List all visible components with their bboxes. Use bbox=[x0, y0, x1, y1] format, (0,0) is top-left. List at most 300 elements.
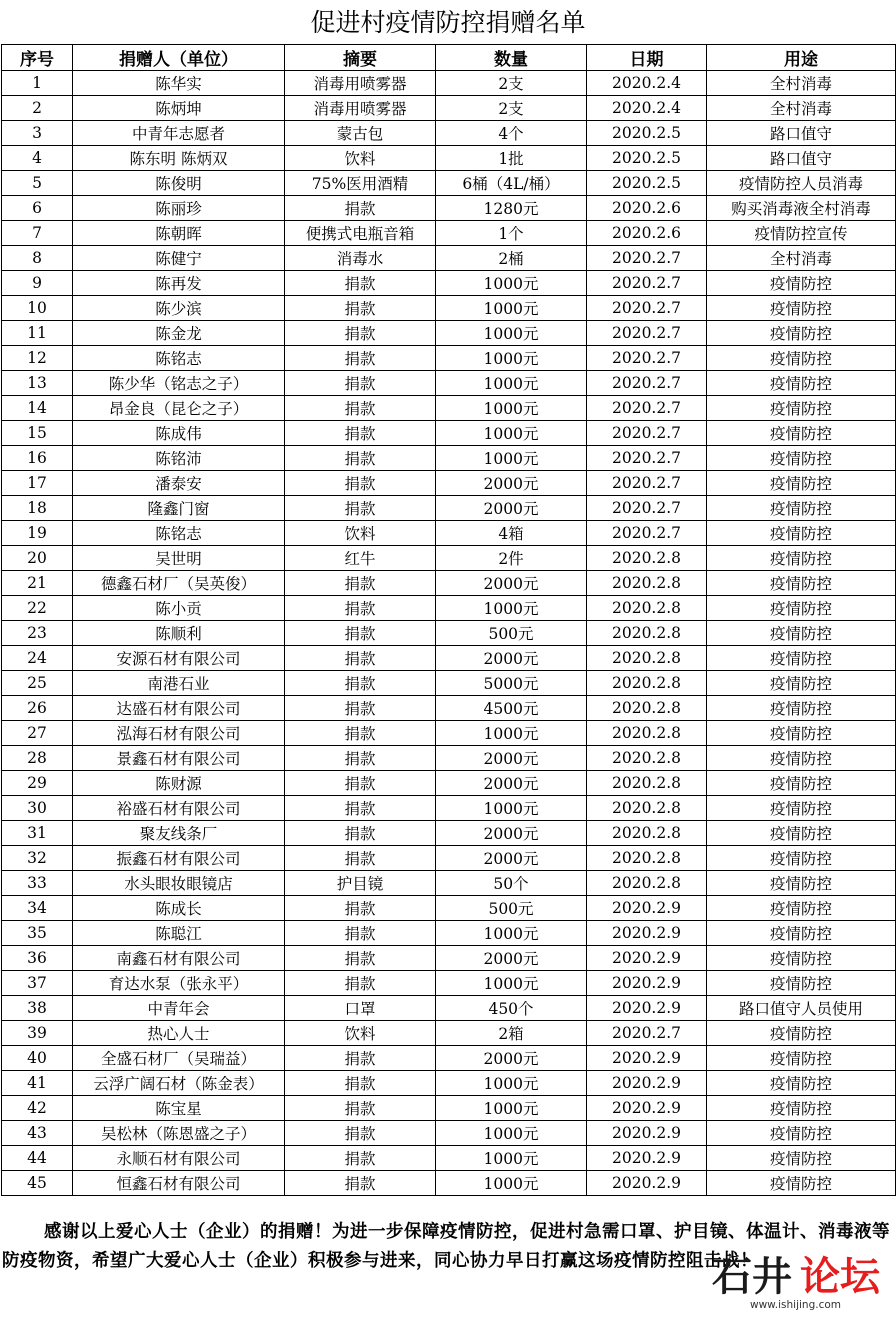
cell-quantity: 2000元 bbox=[436, 471, 587, 496]
cell-donor: 陈聪江 bbox=[73, 921, 285, 946]
cell-purpose: 疫情防控 bbox=[707, 1096, 896, 1121]
cell-donor: 聚友线条厂 bbox=[73, 821, 285, 846]
cell-purpose: 疫情防控 bbox=[707, 721, 896, 746]
table-row bbox=[2, 146, 896, 171]
cell-summary: 捐款 bbox=[285, 421, 436, 446]
cell-quantity: 2000元 bbox=[436, 771, 587, 796]
cell-purpose: 疫情防控 bbox=[707, 571, 896, 596]
table-row bbox=[2, 1096, 896, 1121]
cell-index: 37 bbox=[2, 971, 73, 996]
cell-summary: 捐款 bbox=[285, 746, 436, 771]
cell-index: 21 bbox=[2, 571, 73, 596]
cell-donor: 潘泰安 bbox=[73, 471, 285, 496]
cell-index: 41 bbox=[2, 1071, 73, 1096]
cell-purpose: 疫情防控 bbox=[707, 621, 896, 646]
cell-purpose: 疫情防控 bbox=[707, 921, 896, 946]
cell-date: 2020.2.9 bbox=[587, 996, 707, 1021]
cell-summary: 捐款 bbox=[285, 896, 436, 921]
cell-summary: 捐款 bbox=[285, 471, 436, 496]
cell-quantity: 450个 bbox=[436, 996, 587, 1021]
cell-summary: 口罩 bbox=[285, 996, 436, 1021]
cell-date: 2020.2.4 bbox=[587, 96, 707, 121]
cell-index: 6 bbox=[2, 196, 73, 221]
cell-summary: 捐款 bbox=[285, 596, 436, 621]
cell-index: 3 bbox=[2, 121, 73, 146]
cell-date: 2020.2.7 bbox=[587, 396, 707, 421]
cell-date: 2020.2.5 bbox=[587, 121, 707, 146]
cell-index: 24 bbox=[2, 646, 73, 671]
cell-date: 2020.2.8 bbox=[587, 621, 707, 646]
cell-summary: 饮料 bbox=[285, 521, 436, 546]
watermark-text-part1: 石井 bbox=[712, 1254, 792, 1300]
cell-donor: 达盛石材有限公司 bbox=[73, 696, 285, 721]
cell-purpose: 疫情防控 bbox=[707, 971, 896, 996]
cell-donor: 隆鑫门窗 bbox=[73, 496, 285, 521]
table-row bbox=[2, 696, 896, 721]
cell-date: 2020.2.8 bbox=[587, 871, 707, 896]
cell-donor: 陈顺利 bbox=[73, 621, 285, 646]
table-row bbox=[2, 846, 896, 871]
table-row bbox=[2, 496, 896, 521]
watermark-logo bbox=[712, 1255, 894, 1315]
cell-donor: 南港石业 bbox=[73, 671, 285, 696]
cell-quantity: 1000元 bbox=[436, 1096, 587, 1121]
cell-donor: 陈铭沛 bbox=[73, 446, 285, 471]
cell-summary: 捐款 bbox=[285, 771, 436, 796]
cell-index: 15 bbox=[2, 421, 73, 446]
cell-date: 2020.2.7 bbox=[587, 296, 707, 321]
table-row bbox=[2, 596, 896, 621]
cell-index: 14 bbox=[2, 396, 73, 421]
cell-purpose: 路口值守 bbox=[707, 121, 896, 146]
cell-quantity: 5000元 bbox=[436, 671, 587, 696]
cell-quantity: 2支 bbox=[436, 96, 587, 121]
cell-index: 16 bbox=[2, 446, 73, 471]
table-row bbox=[2, 1071, 896, 1096]
cell-donor: 南鑫石材有限公司 bbox=[73, 946, 285, 971]
cell-purpose: 疫情防控 bbox=[707, 821, 896, 846]
cell-quantity: 6桶（4L/桶） bbox=[436, 171, 587, 196]
cell-purpose: 疫情防控 bbox=[707, 296, 896, 321]
cell-summary: 捐款 bbox=[285, 446, 436, 471]
cell-index: 8 bbox=[2, 246, 73, 271]
cell-date: 2020.2.9 bbox=[587, 921, 707, 946]
table-row bbox=[2, 371, 896, 396]
cell-purpose: 疫情防控 bbox=[707, 1071, 896, 1096]
watermark-site: www.ishijing.com bbox=[750, 1299, 842, 1311]
cell-purpose: 全村消毒 bbox=[707, 246, 896, 271]
cell-purpose: 路口值守人员使用 bbox=[707, 996, 896, 1021]
cell-purpose: 疫情防控 bbox=[707, 771, 896, 796]
table-row bbox=[2, 296, 896, 321]
cell-quantity: 50个 bbox=[436, 871, 587, 896]
cell-quantity: 1000元 bbox=[436, 596, 587, 621]
cell-index: 31 bbox=[2, 821, 73, 846]
cell-summary: 捐款 bbox=[285, 496, 436, 521]
cell-donor: 恒鑫石材有限公司 bbox=[73, 1171, 285, 1196]
cell-purpose: 疫情防控 bbox=[707, 396, 896, 421]
cell-date: 2020.2.8 bbox=[587, 671, 707, 696]
cell-index: 11 bbox=[2, 321, 73, 346]
cell-purpose: 疫情防控 bbox=[707, 796, 896, 821]
cell-summary: 捐款 bbox=[285, 196, 436, 221]
cell-quantity: 1000元 bbox=[436, 796, 587, 821]
cell-index: 20 bbox=[2, 546, 73, 571]
cell-date: 2020.2.7 bbox=[587, 1021, 707, 1046]
cell-summary: 捐款 bbox=[285, 846, 436, 871]
table-row bbox=[2, 246, 896, 271]
cell-purpose: 疫情防控 bbox=[707, 1171, 896, 1196]
table-row bbox=[2, 1021, 896, 1046]
table-row bbox=[2, 621, 896, 646]
cell-donor: 陈成伟 bbox=[73, 421, 285, 446]
cell-summary: 捐款 bbox=[285, 696, 436, 721]
cell-quantity: 2件 bbox=[436, 546, 587, 571]
cell-quantity: 2000元 bbox=[436, 646, 587, 671]
cell-summary: 捐款 bbox=[285, 1096, 436, 1121]
cell-quantity: 2箱 bbox=[436, 1021, 587, 1046]
column-header-summary: 摘要 bbox=[285, 45, 436, 71]
cell-quantity: 1000元 bbox=[436, 1121, 587, 1146]
cell-index: 43 bbox=[2, 1121, 73, 1146]
cell-donor: 永顺石材有限公司 bbox=[73, 1146, 285, 1171]
table-row bbox=[2, 671, 896, 696]
cell-date: 2020.2.4 bbox=[587, 71, 707, 96]
table-row bbox=[2, 746, 896, 771]
cell-date: 2020.2.9 bbox=[587, 971, 707, 996]
cell-index: 36 bbox=[2, 946, 73, 971]
cell-purpose: 疫情防控 bbox=[707, 446, 896, 471]
cell-donor: 昂金良（昆仑之子） bbox=[73, 396, 285, 421]
cell-summary: 捐款 bbox=[285, 321, 436, 346]
cell-date: 2020.2.9 bbox=[587, 1121, 707, 1146]
column-header-donor: 捐赠人（单位） bbox=[73, 45, 285, 71]
cell-donor: 陈炳坤 bbox=[73, 96, 285, 121]
column-header-quantity: 数量 bbox=[436, 45, 587, 71]
cell-purpose: 疫情防控 bbox=[707, 696, 896, 721]
cell-donor: 振鑫石材有限公司 bbox=[73, 846, 285, 871]
cell-index: 7 bbox=[2, 221, 73, 246]
cell-summary: 捐款 bbox=[285, 1146, 436, 1171]
cell-purpose: 疫情防控 bbox=[707, 646, 896, 671]
cell-summary: 捐款 bbox=[285, 796, 436, 821]
cell-quantity: 1000元 bbox=[436, 321, 587, 346]
cell-donor: 陈健宁 bbox=[73, 246, 285, 271]
cell-summary: 捐款 bbox=[285, 346, 436, 371]
cell-purpose: 全村消毒 bbox=[707, 96, 896, 121]
cell-summary: 蒙古包 bbox=[285, 121, 436, 146]
cell-quantity: 2000元 bbox=[436, 821, 587, 846]
cell-purpose: 疫情防控 bbox=[707, 471, 896, 496]
page-title: 促进村疫情防控捐赠名单 bbox=[310, 8, 586, 37]
table-row bbox=[2, 946, 896, 971]
cell-date: 2020.2.8 bbox=[587, 546, 707, 571]
cell-quantity: 1000元 bbox=[436, 296, 587, 321]
cell-purpose: 疫情防控 bbox=[707, 746, 896, 771]
cell-date: 2020.2.8 bbox=[587, 796, 707, 821]
cell-date: 2020.2.9 bbox=[587, 1046, 707, 1071]
cell-donor: 中青年会 bbox=[73, 996, 285, 1021]
table-row bbox=[2, 96, 896, 121]
table-row bbox=[2, 771, 896, 796]
cell-summary: 捐款 bbox=[285, 1071, 436, 1096]
cell-quantity: 1000元 bbox=[436, 971, 587, 996]
cell-index: 28 bbox=[2, 746, 73, 771]
column-header-purpose: 用途 bbox=[707, 45, 896, 71]
cell-quantity: 2000元 bbox=[436, 571, 587, 596]
cell-summary: 捐款 bbox=[285, 1171, 436, 1196]
cell-quantity: 1280元 bbox=[436, 196, 587, 221]
table-row bbox=[2, 996, 896, 1021]
cell-summary: 捐款 bbox=[285, 946, 436, 971]
cell-index: 25 bbox=[2, 671, 73, 696]
cell-date: 2020.2.7 bbox=[587, 271, 707, 296]
cell-donor: 陈财源 bbox=[73, 771, 285, 796]
cell-summary: 捐款 bbox=[285, 371, 436, 396]
cell-index: 27 bbox=[2, 721, 73, 746]
cell-summary: 红牛 bbox=[285, 546, 436, 571]
cell-quantity: 2000元 bbox=[436, 746, 587, 771]
cell-date: 2020.2.6 bbox=[587, 221, 707, 246]
cell-summary: 捐款 bbox=[285, 671, 436, 696]
cell-date: 2020.2.7 bbox=[587, 321, 707, 346]
cell-summary: 75%医用酒精 bbox=[285, 171, 436, 196]
cell-index: 1 bbox=[2, 71, 73, 96]
cell-index: 12 bbox=[2, 346, 73, 371]
cell-purpose: 疫情防控人员消毒 bbox=[707, 171, 896, 196]
cell-purpose: 疫情防控 bbox=[707, 1046, 896, 1071]
cell-index: 29 bbox=[2, 771, 73, 796]
cell-date: 2020.2.8 bbox=[587, 696, 707, 721]
cell-donor: 陈宝星 bbox=[73, 1096, 285, 1121]
cell-quantity: 2000元 bbox=[436, 946, 587, 971]
cell-donor: 中青年志愿者 bbox=[73, 121, 285, 146]
cell-quantity: 4个 bbox=[436, 121, 587, 146]
table-row bbox=[2, 821, 896, 846]
cell-purpose: 疫情防控 bbox=[707, 271, 896, 296]
cell-summary: 消毒用喷雾器 bbox=[285, 96, 436, 121]
cell-purpose: 疫情防控 bbox=[707, 846, 896, 871]
table-row bbox=[2, 796, 896, 821]
cell-date: 2020.2.7 bbox=[587, 346, 707, 371]
cell-quantity: 1000元 bbox=[436, 446, 587, 471]
table-row bbox=[2, 221, 896, 246]
cell-summary: 捐款 bbox=[285, 646, 436, 671]
table-row bbox=[2, 471, 896, 496]
cell-date: 2020.2.7 bbox=[587, 521, 707, 546]
cell-index: 45 bbox=[2, 1171, 73, 1196]
cell-quantity: 1000元 bbox=[436, 1146, 587, 1171]
cell-purpose: 疫情防控 bbox=[707, 1121, 896, 1146]
cell-summary: 捐款 bbox=[285, 721, 436, 746]
cell-donor: 育达水泵（张永平） bbox=[73, 971, 285, 996]
cell-date: 2020.2.8 bbox=[587, 596, 707, 621]
table-row bbox=[2, 1146, 896, 1171]
cell-index: 10 bbox=[2, 296, 73, 321]
cell-purpose: 疫情防控 bbox=[707, 596, 896, 621]
table-row bbox=[2, 1046, 896, 1071]
cell-date: 2020.2.9 bbox=[587, 1096, 707, 1121]
cell-donor: 陈小贡 bbox=[73, 596, 285, 621]
table-row bbox=[2, 321, 896, 346]
cell-index: 35 bbox=[2, 921, 73, 946]
cell-donor: 全盛石材厂（吴瑞益） bbox=[73, 1046, 285, 1071]
cell-quantity: 1000元 bbox=[436, 1171, 587, 1196]
cell-index: 33 bbox=[2, 871, 73, 896]
table-row bbox=[2, 896, 896, 921]
cell-date: 2020.2.8 bbox=[587, 646, 707, 671]
cell-summary: 捐款 bbox=[285, 296, 436, 321]
cell-date: 2020.2.9 bbox=[587, 1071, 707, 1096]
cell-donor: 德鑫石材厂（吴英俊） bbox=[73, 571, 285, 596]
cell-donor: 泓海石材有限公司 bbox=[73, 721, 285, 746]
cell-purpose: 疫情防控 bbox=[707, 1146, 896, 1171]
cell-quantity: 2桶 bbox=[436, 246, 587, 271]
cell-summary: 饮料 bbox=[285, 146, 436, 171]
cell-date: 2020.2.9 bbox=[587, 896, 707, 921]
cell-index: 40 bbox=[2, 1046, 73, 1071]
cell-index: 2 bbox=[2, 96, 73, 121]
cell-summary: 捐款 bbox=[285, 396, 436, 421]
cell-donor: 安源石材有限公司 bbox=[73, 646, 285, 671]
cell-date: 2020.2.5 bbox=[587, 171, 707, 196]
cell-purpose: 疫情防控 bbox=[707, 496, 896, 521]
cell-date: 2020.2.8 bbox=[587, 746, 707, 771]
cell-date: 2020.2.9 bbox=[587, 1146, 707, 1171]
cell-index: 38 bbox=[2, 996, 73, 1021]
cell-index: 5 bbox=[2, 171, 73, 196]
cell-quantity: 2000元 bbox=[436, 496, 587, 521]
cell-donor: 水头眼妆眼镜店 bbox=[73, 871, 285, 896]
cell-index: 4 bbox=[2, 146, 73, 171]
cell-quantity: 1000元 bbox=[436, 921, 587, 946]
cell-purpose: 疫情防控 bbox=[707, 896, 896, 921]
cell-quantity: 500元 bbox=[436, 896, 587, 921]
cell-index: 23 bbox=[2, 621, 73, 646]
cell-date: 2020.2.8 bbox=[587, 721, 707, 746]
cell-quantity: 1000元 bbox=[436, 396, 587, 421]
cell-summary: 便携式电瓶音箱 bbox=[285, 221, 436, 246]
cell-date: 2020.2.8 bbox=[587, 771, 707, 796]
cell-summary: 消毒水 bbox=[285, 246, 436, 271]
footer-text: 感谢以上爱心人士（企业）的捐赠！为进一步保障疫情防控，促进村急需口罩、护目镜、体温计、消毒液等防疫物资，希望广大爱心人士（企业）积极参与进来，同心协力早日打赢这场疫情防控阻击战！ bbox=[2, 1222, 890, 1271]
cell-summary: 捐款 bbox=[285, 1121, 436, 1146]
cell-index: 42 bbox=[2, 1096, 73, 1121]
cell-purpose: 疫情防控 bbox=[707, 521, 896, 546]
cell-quantity: 1000元 bbox=[436, 1071, 587, 1096]
cell-purpose: 疫情防控 bbox=[707, 346, 896, 371]
cell-date: 2020.2.6 bbox=[587, 196, 707, 221]
cell-summary: 消毒用喷雾器 bbox=[285, 71, 436, 96]
cell-summary: 捐款 bbox=[285, 971, 436, 996]
cell-purpose: 疫情防控 bbox=[707, 671, 896, 696]
cell-quantity: 2支 bbox=[436, 71, 587, 96]
cell-purpose: 疫情防控 bbox=[707, 321, 896, 346]
column-header-index: 序号 bbox=[2, 45, 73, 71]
cell-index: 22 bbox=[2, 596, 73, 621]
cell-donor: 吴松林（陈恩盛之子） bbox=[73, 1121, 285, 1146]
table-row bbox=[2, 1121, 896, 1146]
cell-quantity: 4箱 bbox=[436, 521, 587, 546]
cell-purpose: 疫情防控 bbox=[707, 871, 896, 896]
cell-quantity: 1000元 bbox=[436, 421, 587, 446]
cell-donor: 陈俊明 bbox=[73, 171, 285, 196]
cell-purpose: 疫情防控 bbox=[707, 946, 896, 971]
cell-donor: 陈铭志 bbox=[73, 521, 285, 546]
cell-date: 2020.2.7 bbox=[587, 246, 707, 271]
cell-date: 2020.2.7 bbox=[587, 471, 707, 496]
cell-index: 26 bbox=[2, 696, 73, 721]
table-row bbox=[2, 71, 896, 96]
cell-quantity: 1批 bbox=[436, 146, 587, 171]
cell-index: 18 bbox=[2, 496, 73, 521]
cell-summary: 捐款 bbox=[285, 921, 436, 946]
cell-date: 2020.2.9 bbox=[587, 1171, 707, 1196]
cell-index: 17 bbox=[2, 471, 73, 496]
cell-summary: 护目镜 bbox=[285, 871, 436, 896]
cell-donor: 热心人士 bbox=[73, 1021, 285, 1046]
cell-summary: 捐款 bbox=[285, 1046, 436, 1071]
cell-index: 9 bbox=[2, 271, 73, 296]
cell-donor: 云浮广阔石材（陈金表） bbox=[73, 1071, 285, 1096]
cell-quantity: 1个 bbox=[436, 221, 587, 246]
cell-quantity: 1000元 bbox=[436, 371, 587, 396]
table-row bbox=[2, 446, 896, 471]
cell-quantity: 4500元 bbox=[436, 696, 587, 721]
cell-donor: 裕盛石材有限公司 bbox=[73, 796, 285, 821]
table-row bbox=[2, 196, 896, 221]
cell-donor: 陈再发 bbox=[73, 271, 285, 296]
cell-summary: 捐款 bbox=[285, 821, 436, 846]
table-row bbox=[2, 546, 896, 571]
cell-donor: 吴世明 bbox=[73, 546, 285, 571]
cell-purpose: 路口值守 bbox=[707, 146, 896, 171]
table-row bbox=[2, 121, 896, 146]
cell-index: 19 bbox=[2, 521, 73, 546]
table-row bbox=[2, 1171, 896, 1196]
table-row bbox=[2, 171, 896, 196]
donation-table bbox=[1, 44, 896, 1196]
cell-summary: 饮料 bbox=[285, 1021, 436, 1046]
table-row bbox=[2, 646, 896, 671]
table-row bbox=[2, 921, 896, 946]
cell-summary: 捐款 bbox=[285, 621, 436, 646]
table-row bbox=[2, 396, 896, 421]
cell-index: 30 bbox=[2, 796, 73, 821]
cell-summary: 捐款 bbox=[285, 571, 436, 596]
table-header-row bbox=[2, 45, 896, 71]
table-row bbox=[2, 971, 896, 996]
cell-donor: 陈少华（铭志之子） bbox=[73, 371, 285, 396]
cell-donor: 陈华实 bbox=[73, 71, 285, 96]
cell-date: 2020.2.9 bbox=[587, 946, 707, 971]
table-row bbox=[2, 521, 896, 546]
cell-quantity: 1000元 bbox=[436, 346, 587, 371]
cell-index: 44 bbox=[2, 1146, 73, 1171]
cell-date: 2020.2.7 bbox=[587, 421, 707, 446]
cell-date: 2020.2.5 bbox=[587, 146, 707, 171]
cell-date: 2020.2.7 bbox=[587, 446, 707, 471]
cell-donor: 陈少滨 bbox=[73, 296, 285, 321]
column-header-date: 日期 bbox=[587, 45, 707, 71]
cell-index: 32 bbox=[2, 846, 73, 871]
cell-purpose: 购买消毒液全村消毒 bbox=[707, 196, 896, 221]
cell-donor: 陈朝晖 bbox=[73, 221, 285, 246]
cell-date: 2020.2.7 bbox=[587, 496, 707, 521]
cell-purpose: 疫情防控 bbox=[707, 1021, 896, 1046]
cell-date: 2020.2.8 bbox=[587, 846, 707, 871]
cell-purpose: 疫情防控 bbox=[707, 371, 896, 396]
